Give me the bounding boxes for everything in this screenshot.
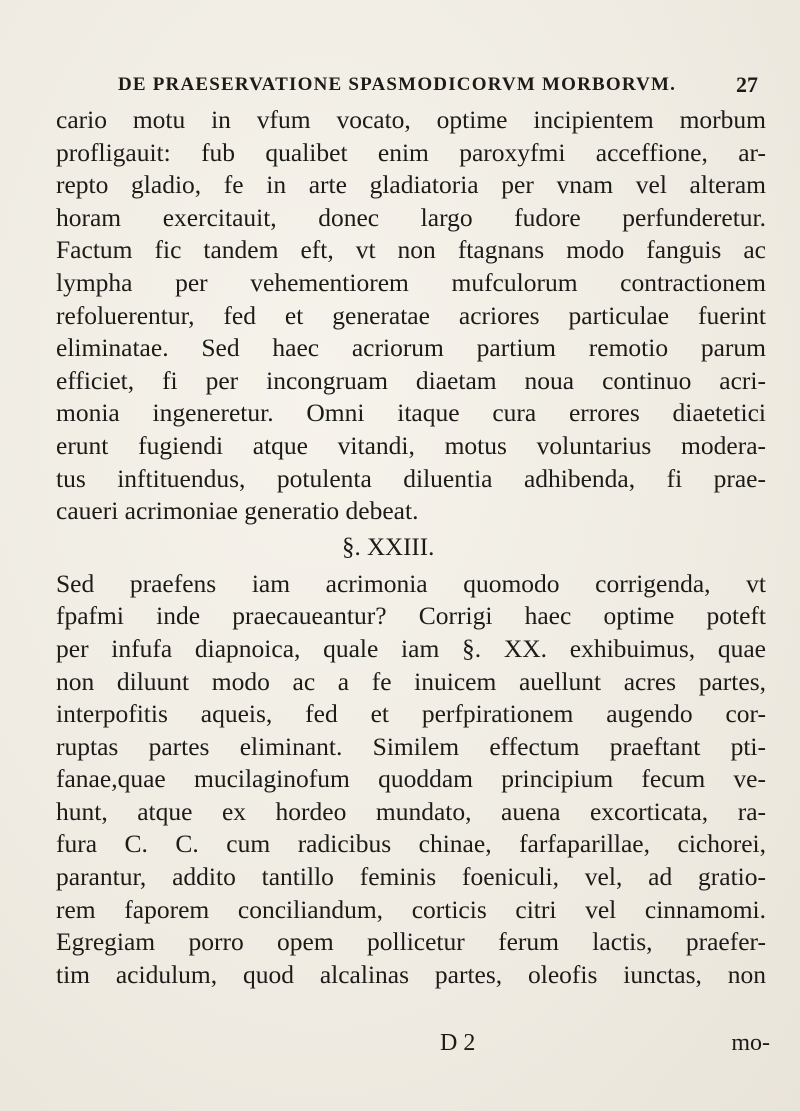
page-footer bbox=[440, 1030, 770, 1060]
text-line: monia ingeneretur. Omni itaque cura errores diaetetici bbox=[56, 398, 766, 428]
text-line: rem faporem conciliandum, corticis citri vel cinnamomi. bbox=[56, 894, 766, 924]
catchword: mo- bbox=[731, 1030, 770, 1056]
running-title: DE PRAESERVATIONE SPASMODICORVM MORBORVM. bbox=[118, 74, 677, 95]
text-line: eliminatae. Sed haec acriorum partium remotio parum bbox=[56, 333, 766, 363]
text-line: fanae,quae mucilaginofum quoddam principium fecum ve- bbox=[56, 764, 766, 794]
signature-mark: D 2 bbox=[440, 1030, 476, 1056]
text-line: non diluunt modo ac a fe inuicem auellunt acres partes, bbox=[56, 666, 766, 696]
text-line: cario motu in vfum vocato, optime incipientem morbum bbox=[56, 105, 766, 134]
text-line: caueri acrimoniae generatio debeat. bbox=[56, 496, 419, 526]
text-line: tim acidulum, quod alcalinas partes, oleofis iunctas, non bbox=[56, 959, 766, 989]
section-heading: §. XXIII. bbox=[342, 533, 435, 561]
text-line: fpafmi inde praecaueantur? Corrigi haec optime poteft bbox=[56, 601, 766, 631]
text-line: tus inftituendus, potulenta diluentia adhibenda, fi prae- bbox=[56, 463, 766, 493]
text-line: horam exercitauit, donec largo fudore perfunderetur. bbox=[56, 202, 766, 232]
text-line: erunt fugiendi atque vitandi, motus voluntarius modera- bbox=[56, 430, 766, 460]
body-text bbox=[56, 104, 766, 991]
text-line: Factum fic tandem eft, vt non ftagnans modo fanguis ac bbox=[56, 235, 766, 265]
text-line: refoluerentur, fed et generatae acriores particulae fuerint bbox=[56, 300, 766, 330]
text-line: parantur, addito tantillo feminis foeniculi, vel, ad gratio- bbox=[56, 862, 766, 892]
text-line: ruptas partes eliminant. Similem effectum praeftant pti- bbox=[56, 731, 766, 761]
text-line: lympha per vehementiorem mufculorum contractionem bbox=[56, 267, 766, 297]
paragraph-1 bbox=[56, 104, 766, 528]
page-number: 27 bbox=[736, 72, 758, 97]
text-line: fura C. C. cum radicibus chinae, farfaparillae, cichorei, bbox=[56, 829, 766, 859]
text-line: Egregiam porro opem pollicetur ferum lactis, praefer- bbox=[56, 927, 766, 957]
running-head bbox=[118, 70, 758, 104]
text-line: profligauit: fub qualibet enim paroxyfmi acceffione, ar- bbox=[56, 137, 766, 167]
text-line: efficiet, fi per incongruam diaetam noua continuo acri- bbox=[56, 365, 766, 395]
text-line: hunt, atque ex hordeo mundato, auena excorticata, ra- bbox=[56, 796, 766, 826]
text-line: repto gladio, fe in arte gladiatoria per vnam vel alteram bbox=[56, 170, 766, 200]
paragraph-2 bbox=[56, 568, 766, 992]
text-line: Sed praefens iam acrimonia quomodo corrigenda, vt bbox=[56, 568, 766, 598]
text-line: per infufa diapnoica, quale iam §. XX. exhibuimus, quae bbox=[56, 633, 766, 663]
text-line: interpofitis aqueis, fed et perfpirationem augendo cor- bbox=[56, 699, 766, 729]
